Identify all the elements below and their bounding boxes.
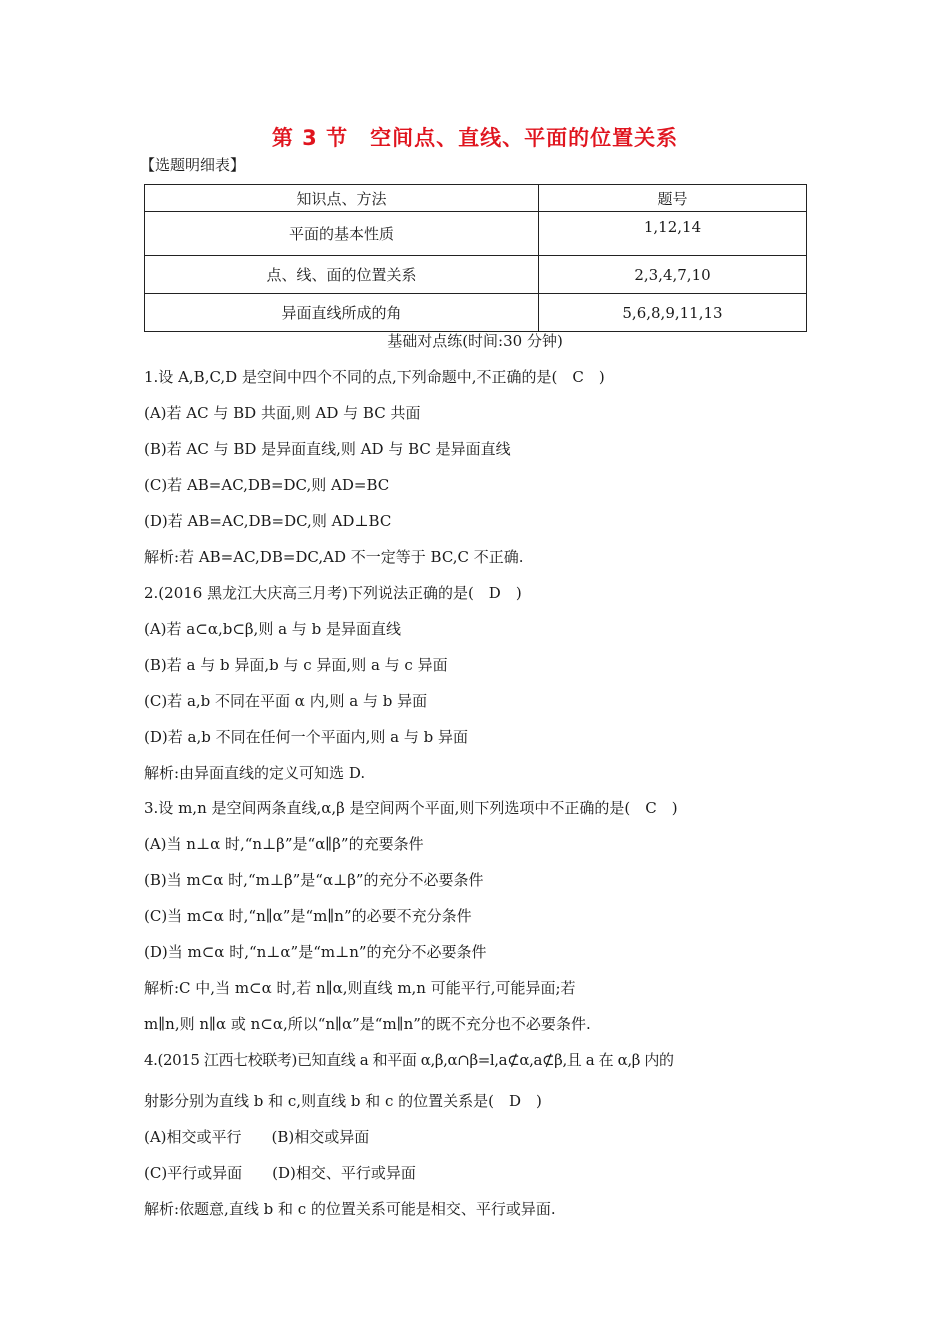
table-header-row — [145, 185, 807, 212]
option-3c: (C)当 m⊂α 时,“n∥α”是“m∥n”的必要不充分条件 — [144, 907, 472, 925]
option-2a: (A)若 a⊂α,b⊂β,则 a 与 b 是异面直线 — [144, 620, 401, 638]
section-label: 【选题明细表】 — [140, 156, 246, 174]
table-row — [145, 256, 807, 294]
solution-3-line-2: m∥n,则 n∥α 或 n⊂α,所以“n∥α”是“m∥n”的既不充分也不必要条件. — [144, 1015, 591, 1033]
option-2c: (C)若 a,b 不同在平面 α 内,则 a 与 b 异面 — [144, 692, 428, 710]
option-1c: (C)若 AB=AC,DB=DC,则 AD=BC — [144, 476, 390, 494]
option-3b: (B)当 m⊂α 时,“m⊥β”是“α⊥β”的充分不必要条件 — [144, 871, 484, 889]
question-2: 2.(2016 黑龙江大庆高三月考)下列说法正确的是( D ) — [144, 584, 522, 602]
table-cell-topic: 异面直线所成的角 — [145, 294, 539, 332]
table-header-topic: 知识点、方法 — [145, 185, 539, 212]
table-cell-number: 2,3,4,7,10 — [539, 256, 807, 294]
solution-1: 解析:若 AB=AC,DB=DC,AD 不一定等于 BC,C 不正确. — [144, 548, 524, 566]
option-2d: (D)若 a,b 不同在任何一个平面内,则 a 与 b 异面 — [144, 728, 468, 746]
page-title: 第 3 节 空间点、直线、平面的位置关系 — [271, 126, 679, 150]
option-2b: (B)若 a 与 b 异面,b 与 c 异面,则 a 与 c 异面 — [144, 656, 448, 674]
table-cell-number: 1,12,14 — [539, 212, 807, 256]
option-4ab: (A)相交或平行 (B)相交或异面 — [144, 1128, 370, 1146]
question-1: 1.设 A,B,C,D 是空间中四个不同的点,下列命题中,不正确的是( C ) — [144, 368, 605, 386]
table-cell-topic: 点、线、面的位置关系 — [145, 256, 539, 294]
solution-3-line-1: 解析:C 中,当 m⊂α 时,若 n∥α,则直线 m,n 可能平行,可能异面;若 — [144, 979, 576, 997]
option-1a: (A)若 AC 与 BD 共面,则 AD 与 BC 共面 — [144, 404, 421, 422]
question-4-line-1: 4.(2015 江西七校联考)已知直线 a 和平面 α,β,α∩β=l,a⊄α,a⊄β,且 a 在 α,β 内的 — [144, 1051, 674, 1069]
table-cell-number: 5,6,8,9,11,13 — [539, 294, 807, 332]
option-3d: (D)当 m⊂α 时,“n⊥α”是“m⊥n”的充分不必要条件 — [144, 943, 487, 961]
option-1b: (B)若 AC 与 BD 是异面直线,则 AD 与 BC 是异面直线 — [144, 440, 511, 458]
solution-4: 解析:依题意,直线 b 和 c 的位置关系可能是相交、平行或异面. — [144, 1200, 556, 1218]
table-row — [145, 212, 807, 256]
solution-2: 解析:由异面直线的定义可知选 D. — [144, 764, 366, 782]
option-4cd: (C)平行或异面 (D)相交、平行或异面 — [144, 1164, 416, 1182]
exercise-subheading: 基础对点练(时间:30 分钟) — [387, 332, 563, 350]
question-4-line-2: 射影分别为直线 b 和 c,则直线 b 和 c 的位置关系是( D ) — [144, 1092, 542, 1110]
option-3a: (A)当 n⊥α 时,“n⊥β”是“α∥β”的充要条件 — [144, 835, 424, 853]
option-1d: (D)若 AB=AC,DB=DC,则 AD⊥BC — [144, 512, 392, 530]
table-header-number: 题号 — [539, 185, 807, 212]
table-cell-topic: 平面的基本性质 — [145, 212, 539, 256]
topic-table — [144, 184, 807, 332]
table-row — [145, 294, 807, 332]
question-3: 3.设 m,n 是空间两条直线,α,β 是空间两个平面,则下列选项中不正确的是( C ) — [144, 799, 678, 817]
